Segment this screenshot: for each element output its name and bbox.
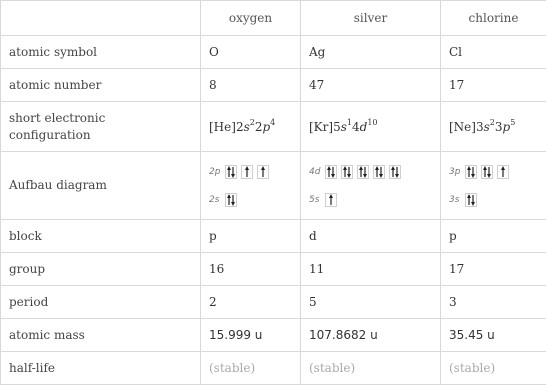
spin-down-arrow-icon [231,195,235,206]
header-chlorine: chlorine [441,1,546,36]
row-label-half-life: half-life [1,352,201,385]
cell-oxygen-config: $[He]2s^22p^4$ [201,102,301,152]
cell-oxygen-atomic-number: 8 [201,69,301,102]
spin-up-arrow-icon [501,166,505,177]
orbital-box [465,193,477,207]
row-half-life [1,352,546,385]
spin-down-arrow-icon [395,167,399,178]
cell-silver-atomic-symbol: Ag [301,36,441,69]
cell-chlorine-aufbau [441,152,546,220]
orbital-row [309,190,440,210]
orbital-row [449,162,546,182]
row-label-block: block [1,220,201,253]
orbital-box [241,165,253,179]
cell-chlorine-group: 17 [441,253,546,286]
row-atomic-mass [1,319,546,352]
row-label-atomic-symbol: atomic symbol [1,36,201,69]
spin-up-arrow-icon [227,194,231,205]
cell-oxygen-atomic-symbol: O [201,36,301,69]
cell-oxygen-group: 16 [201,253,301,286]
orbital-box [465,165,477,179]
spin-up-arrow-icon [245,166,249,177]
cell-silver-period: 5 [301,286,441,319]
cell-silver-half-life: (stable) [301,352,441,385]
orbital-row [449,190,546,210]
cell-silver-group: 11 [301,253,441,286]
row-aufbau-diagram [1,152,546,220]
row-label-atomic-mass: atomic mass [1,319,201,352]
cell-oxygen-block: p [201,220,301,253]
config-label-line2: configuration [9,127,91,142]
cell-chlorine-atomic-symbol: Cl [441,36,546,69]
cell-chlorine-block: p [441,220,546,253]
row-electronic-configuration [1,102,546,152]
spin-down-arrow-icon [347,167,351,178]
row-label-group: group [1,253,201,286]
cell-oxygen-half-life: (stable) [201,352,301,385]
spin-up-arrow-icon [329,194,333,205]
spin-up-arrow-icon [359,166,363,177]
orbital-label: 3p [449,166,461,177]
orbital-box [373,165,385,179]
orbital-label: 3s [449,194,460,205]
spin-down-arrow-icon [471,195,475,206]
row-label-electronic-configuration [1,102,201,152]
cell-silver-config: $[Kr]5s^14d^{10}$ [301,102,441,152]
spin-down-arrow-icon [487,167,491,178]
row-group [1,253,546,286]
row-label-aufbau-diagram: Aufbau diagram [1,152,201,220]
spin-down-arrow-icon [231,167,235,178]
cell-oxygen-period: 2 [201,286,301,319]
orbital-row [209,162,300,182]
cell-oxygen-aufbau [201,152,301,220]
orbital-box [497,165,509,179]
spin-down-arrow-icon [363,167,367,178]
orbital-row [209,190,300,210]
orbital-box [257,165,269,179]
spin-up-arrow-icon [327,166,331,177]
orbital-box [389,165,401,179]
orbital-box [325,193,337,207]
cell-silver-atomic-number: 47 [301,69,441,102]
spin-down-arrow-icon [471,167,475,178]
row-label-atomic-number: atomic number [1,69,201,102]
cell-chlorine-atomic-mass: 35.45 u [441,319,546,352]
spin-up-arrow-icon [375,166,379,177]
spin-up-arrow-icon [467,194,471,205]
orbital-label: 4d [309,166,321,177]
spin-down-arrow-icon [331,167,335,178]
spin-down-arrow-icon [379,167,383,178]
orbital-label: 2p [209,166,221,177]
orbital-label: 2s [209,194,220,205]
orbital-box [325,165,337,179]
header-row [1,1,546,36]
cell-oxygen-atomic-mass: 15.999 u [201,319,301,352]
cell-silver-block: d [301,220,441,253]
spin-up-arrow-icon [467,166,471,177]
row-period [1,286,546,319]
cell-silver-atomic-mass: 107.8682 u [301,319,441,352]
spin-up-arrow-icon [261,166,265,177]
row-block [1,220,546,253]
cell-chlorine-period: 3 [441,286,546,319]
row-atomic-number [1,69,546,102]
header-silver: silver [301,1,441,36]
spin-up-arrow-icon [391,166,395,177]
row-atomic-symbol [1,36,546,69]
spin-up-arrow-icon [483,166,487,177]
cell-silver-aufbau [301,152,441,220]
cell-chlorine-config: $[Ne]3s^23p^5$ [441,102,546,152]
header-empty-cell [1,1,201,36]
cell-chlorine-atomic-number: 17 [441,69,546,102]
config-label-line1: short electronic [9,110,106,125]
orbital-box [225,193,237,207]
orbital-box [341,165,353,179]
spin-up-arrow-icon [343,166,347,177]
spin-up-arrow-icon [227,166,231,177]
orbital-row [309,162,440,182]
orbital-label: 5s [309,194,320,205]
cell-chlorine-half-life: (stable) [441,352,546,385]
orbital-box [225,165,237,179]
orbital-box [357,165,369,179]
header-oxygen: oxygen [201,1,301,36]
orbital-box [481,165,493,179]
row-label-period: period [1,286,201,319]
